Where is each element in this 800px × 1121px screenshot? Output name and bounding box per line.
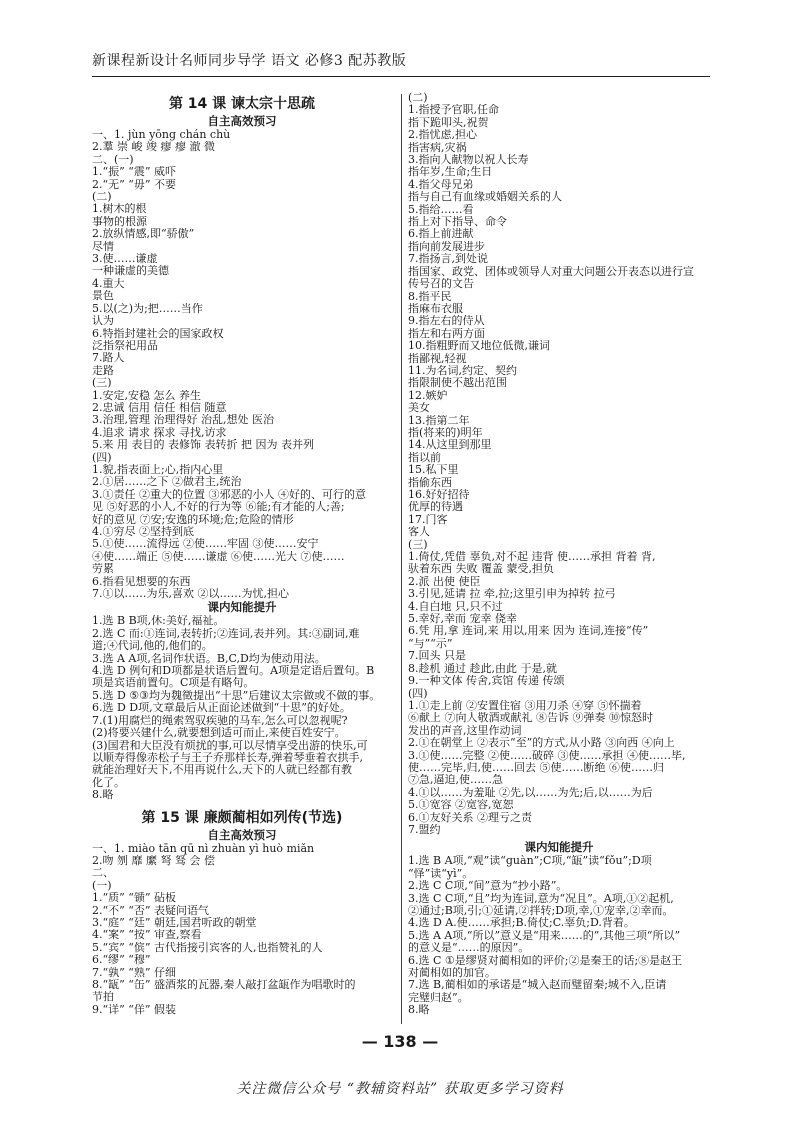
answer-line: 7.“孰” “熟” 仔细 xyxy=(92,966,176,979)
answer-line: 14.从这里到那里 xyxy=(408,439,492,452)
answer-line: 6.选 C ①是缪贤对蔺相如的评价;②是秦王的话;⑧是赵王 xyxy=(408,954,683,967)
answer-line: 1.“振” “震” 威吓 xyxy=(92,166,176,179)
answer-line: 3.指向人献物以祝人长寿 xyxy=(408,154,529,167)
answer-line: 7.盟约 xyxy=(408,823,441,836)
answer-line: 认为 xyxy=(92,315,114,328)
answer-line: 优厚的待遇 xyxy=(408,501,463,514)
answer-line: 6.指看见想要的东西 xyxy=(92,575,191,588)
answer-line: 2.派 出使 使臣 xyxy=(408,575,481,588)
answer-line: 指向前发展进步 xyxy=(408,240,485,253)
section-heading-ability: 课内知能提升 xyxy=(207,600,277,615)
lesson-15-answers xyxy=(92,843,392,1017)
answer-line: 5.选 D ⑤③均为魏徵提出“十思”后建议太宗做或不做的事。 xyxy=(92,689,381,702)
answer-line: ⑦急,逼迫,使……急 xyxy=(408,774,503,787)
answer-line: 3.选 C C项,“且”均为连词,意为“况且”。A项,①②起机, xyxy=(408,892,674,905)
lesson-15-answers-cont xyxy=(408,92,710,836)
answer-line: 12.嫉妒 xyxy=(408,389,448,402)
answer-line: 一、1. miào tān qū nì zhuàn yì huò miǎn xyxy=(92,842,315,855)
answer-line: 2.选 C 而:①连词,表转折;②连词,表并列。其:③副词,难 xyxy=(92,627,360,640)
answer-line: 一种谦虚的美德 xyxy=(92,265,169,278)
answer-line: 事物的根源 xyxy=(92,215,147,228)
answer-line: 8.趁机 通过 趁此,由此 于是,就 xyxy=(408,662,557,675)
answer-line: 2.选 C C项,“间”意为“抄小路”。 xyxy=(408,880,568,893)
answer-line: 3.选 A A项,名词作状语。B,C,D均为使动用法。 xyxy=(92,652,326,665)
answer-line: 指下跪叩头,祝贺 xyxy=(408,116,489,129)
answer-line: 10.指粗野而又地位低微,谦词 xyxy=(408,340,550,353)
answer-line: 2.“无” “毋” 不要 xyxy=(92,178,176,191)
answer-line: 2.“不” “否” 表疑问语气 xyxy=(92,904,209,917)
answer-line: 指年岁,生命;生日 xyxy=(408,166,493,179)
answer-line: 2.指忧虑,担心 xyxy=(408,129,477,142)
answer-line: (四) xyxy=(408,687,428,700)
answer-line: 4.①以……为羞耻 ②先,以……为先;后,以……为后 xyxy=(408,786,653,799)
answer-line: “怿”读“yì”。 xyxy=(408,867,474,880)
answer-line: 1.选 B B项,休:美好,福祉。 xyxy=(92,615,225,628)
answer-line: (三) xyxy=(408,538,428,551)
answer-line: 美女 xyxy=(408,402,430,415)
answer-line: 7.指扬言,到处说 xyxy=(408,253,488,266)
answer-line: 完璧归赵”。 xyxy=(408,991,469,1004)
answer-line: 15.私下里 xyxy=(408,464,459,477)
answer-line: 5.选 A A项,“所以”意义是“用来……的”,其他三项“所以” xyxy=(408,929,681,942)
section-heading-preview-15: 自主高效预习 xyxy=(207,827,277,842)
page-number: — 138 — xyxy=(361,1032,439,1051)
answer-line: 5.①使……流得远 ②使……牢固 ③使……安宁 xyxy=(92,538,319,551)
answer-line: 5.“宾” “傧” 古代指接引宾客的人,也指赞礼的人 xyxy=(92,941,323,954)
answer-line: (2)将要兴建什么,就要想到适可而止,来使百姓安宁。 xyxy=(92,727,346,740)
answer-line: 1.①走上前 ②安置住宿 ③用刀杀 ④穿 ⑤怀揣着 xyxy=(408,699,642,712)
answer-line: 1.倚仗,凭借 辜负,对不起 违背 使……承担 背着 背, xyxy=(408,551,656,564)
answer-line: 指国家、政党、团体或领导人对重大问题公开表态以进行宣 xyxy=(408,265,694,278)
answer-line: 4.“案” “按” 审查,察看 xyxy=(92,929,202,942)
header-rule xyxy=(92,76,710,77)
answer-line: 指偷东西 xyxy=(408,476,452,489)
answer-line: 走路 xyxy=(92,364,114,377)
answer-line: 客人 xyxy=(408,526,430,539)
answer-line: 指害病,灾祸 xyxy=(408,141,467,154)
answer-line: 17.门客 xyxy=(408,513,448,526)
answer-line: 二、(一) xyxy=(92,153,134,166)
answer-line: 泛指祭祀用品 xyxy=(92,339,158,352)
answer-line: 化了。 xyxy=(92,776,125,789)
answer-line: 的意义是“……的原因”。 xyxy=(408,942,530,955)
answer-line: 9.指左右的侍从 xyxy=(408,315,485,328)
lesson-14-ability-answers xyxy=(92,615,392,801)
answer-line: 景色 xyxy=(92,290,114,303)
answer-line: 5.①宽容 ②宽容,宽恕 xyxy=(408,799,514,812)
answer-line: 1.“质” “锧” 砧板 xyxy=(92,892,176,905)
answer-line: 5.指给……看 xyxy=(408,203,474,216)
answer-line: 7.选 B,蔺相如的承诺是“城入赵而璧留秦;城不入,臣请 xyxy=(408,979,667,992)
answer-line: 3.治理,管理 治理得好 治乱,想处 医治 xyxy=(92,414,274,427)
answer-line: 16.好好招待 xyxy=(408,489,470,501)
answer-line: (3)国君和大臣没有烦扰的事,可以尽情享受出游的快乐,可 xyxy=(92,739,368,752)
answer-line: 指与自己有血缘或婚姻关系的人 xyxy=(408,191,562,204)
answer-line: 1.选 B A项,“观”读“guàn”;C项,“缻”读“fǒu”;D项 xyxy=(408,855,652,868)
answer-line: (二) xyxy=(408,92,428,104)
lesson-14-answers xyxy=(92,129,392,600)
left-column xyxy=(92,92,392,1016)
answer-line: 5.来 用 表目的 表修饰 表转折 把 因为 表并列 xyxy=(92,439,314,452)
right-column xyxy=(408,92,710,1017)
answer-line: 1.指授予官职,任命 xyxy=(408,104,499,117)
answer-line: 二、 xyxy=(92,867,114,880)
answer-line: 7.路人 xyxy=(92,352,125,365)
answer-line: 2.放纵情感,即“骄傲” xyxy=(92,228,195,241)
answer-line: 节拍 xyxy=(92,991,114,1004)
answer-line: 6.选 D D项,文章最后从正面论述做到“十思”的好处。 xyxy=(92,702,351,715)
answer-line: 4.选 D A.使……承担;B.倚仗;C.辜负;D.背着。 xyxy=(408,917,635,930)
answer-line: 2.忠诚 信用 信任 相信 随意 xyxy=(92,401,227,414)
answer-line: 6.凭 用,拿 连词,来 用以,用来 因为 连词,连接“传” xyxy=(408,625,649,638)
answer-line: 5.幸好,幸而 宠幸 侥幸 xyxy=(408,613,517,626)
answer-line: “与”“示” xyxy=(408,637,453,650)
answer-line: 7.(1)用腐烂的绳索驾驭疾驰的马车,怎么可以忽视呢? xyxy=(92,714,348,727)
answer-line: ④使……端正 ⑤使……谦虚 ⑥使……光大 ⑦使…… xyxy=(92,550,345,563)
answer-line: 指以前 xyxy=(408,451,441,464)
answer-line: 4.重大 xyxy=(92,277,125,290)
answer-line: (三) xyxy=(92,377,112,390)
answer-line: 13.指第二年 xyxy=(408,414,470,427)
answer-line: 指鄙视,轻视 xyxy=(408,352,467,365)
answer-line: 2.①居……之下 ②做君主,统治 xyxy=(92,476,242,489)
answer-line: 6.“缪” “穆” xyxy=(92,954,151,967)
answer-line: 对蔺相如的加官。 xyxy=(408,967,496,980)
answer-line: 指左和右两方面 xyxy=(408,327,485,340)
answer-line: 指限制使不越出范围 xyxy=(408,377,507,390)
answer-line: 劳累 xyxy=(92,563,114,576)
answer-line: 指上对下指导、命令 xyxy=(408,216,507,229)
answer-line: 5.以(之)为;把……当作 xyxy=(92,302,203,315)
answer-line: 2.吻 刎 靡 縻 弩 驽 会 偿 xyxy=(92,854,215,867)
answer-line: 6.特指封建社会的国家政权 xyxy=(92,327,224,340)
answer-line: 1.树木的根 xyxy=(92,203,147,216)
answer-line: 7.回头 只是 xyxy=(408,650,466,663)
answer-line: 发出的声音,这里作动词 xyxy=(408,724,522,737)
answer-line: 就能治理好天下,不用再说什么,天下的人就已经都有教 xyxy=(92,764,352,777)
answer-line: 4.指父母兄弟 xyxy=(408,178,474,191)
answer-line: 8.“缻” “缶” 盛酒浆的瓦器,秦人敲打盆缻作为唱歌时的 xyxy=(92,979,356,991)
lesson-15-title: 第 15 课 廉颇蔺相如列传(节选) xyxy=(141,809,343,826)
answer-line: 尽情 xyxy=(92,240,114,253)
lesson-15-ability-answers xyxy=(408,855,710,1016)
answer-line: 4.追求 请求 探求 寻找,访求 xyxy=(92,426,227,439)
answer-line: 8.指平民 xyxy=(408,290,452,303)
answer-line: 指麻布衣服 xyxy=(408,302,463,315)
answer-line: 3.①责任 ②重大的位置 ③邪恶的小人 ④好的、可行的意 xyxy=(92,488,366,501)
answer-line: (二) xyxy=(92,191,112,204)
answer-line: 使……完毕,归,使……回去 ⑤使……断绝 ⑥使……归 xyxy=(408,761,664,774)
page-header: 新课程新设计名师同步导学 语文 必修3 配苏教版 xyxy=(92,53,407,69)
answer-line: 9.“详” “佯” 假装 xyxy=(92,1003,176,1016)
answer-line: 8.略 xyxy=(92,789,114,802)
answer-line: 1.貌,指表面上;心,指内心里 xyxy=(92,463,224,476)
answer-line: 传号召的文告 xyxy=(408,278,474,291)
answer-line: 1.安定,安稳 怎么 养生 xyxy=(92,389,201,402)
answer-line: 3.引见,延请 拉 牵,拉;这里引申为掉转 拉弓 xyxy=(408,588,616,601)
answer-line: 以顺寿得像赤松子与王子乔那样长寿,弹着琴垂着衣拱手, xyxy=(92,751,363,764)
answer-line: 见 ⑤好恶的小人,不好的行为等 ⑥能;有才能的人;善; xyxy=(92,501,345,514)
answer-line: (四) xyxy=(92,451,112,464)
answer-line: 好的意见 ⑦安;安逸的环境;危;危险的情形 xyxy=(92,513,294,526)
answer-line: 9.一种文体 传舍,宾馆 传递 传颂 xyxy=(408,675,565,688)
lesson-14-title: 第 14 课 谏太宗十思疏 xyxy=(168,96,316,112)
answer-line: 4.①穷尽 ②坚持到底 xyxy=(92,526,194,538)
answer-line: 6.指上前进献 xyxy=(408,228,474,241)
answer-line: 3.“庭” “廷” 朝廷,国君听政的朝堂 xyxy=(92,916,257,929)
answer-line: ②通过;B项,引;①延请,②拌转;D项,幸,①宠幸,②幸而。 xyxy=(408,905,674,917)
answer-line: (一) xyxy=(92,879,112,892)
section-heading-preview: 自主高效预习 xyxy=(207,114,277,128)
answer-line: 驮着东西 失败 覆盖 蒙受,担负 xyxy=(408,563,554,576)
footer-note: 关注微信公众号 “教辅资料站” 获取更多学习资料 xyxy=(236,1081,564,1097)
answer-line: 4.选 D 例句和D项都是状语后置句。A项是定语后置句。B xyxy=(92,665,375,678)
answer-line: 11.为名词,约定、契约 xyxy=(408,364,517,377)
answer-line: 项是宾语前置句。C项是有略句。 xyxy=(92,677,255,690)
answer-line: 指(将来的)明年 xyxy=(408,426,483,439)
answer-line: 道;④代词,他的,他们的。 xyxy=(92,640,213,653)
answer-line: 2.羣 崇 峻 竣 瘳 瘳 澈 微 xyxy=(92,141,215,154)
answer-line: 8.略 xyxy=(408,1004,430,1017)
answer-line: 4.自白地 只,只不过 xyxy=(408,600,503,613)
answer-line: 3.使……谦虚 xyxy=(92,253,158,266)
answer-line: 7.①以……为乐,喜欢 ②以……为忧,担心 xyxy=(92,588,289,601)
answer-line: 6.①友好关系 ②理亏之责 xyxy=(408,811,532,824)
answer-line: ⑥献上 ⑦向人敬酒或献礼 ⑧告诉 ⑨弹奏 ⑩惊怒时 xyxy=(408,712,653,725)
answer-line: 3.①使……完整 ②使……破碎 ③使……承担 ④使……毕, xyxy=(408,749,686,762)
section-heading-ability-15: 课内知能提升 xyxy=(524,840,594,855)
column-divider xyxy=(401,94,402,1024)
answer-line: 2.①在朝堂上 ②表示“至”的方式,从小路 ③向西 ④向上 xyxy=(408,737,675,750)
answer-line: 一、1. jùn yōng chán chù xyxy=(92,129,231,141)
